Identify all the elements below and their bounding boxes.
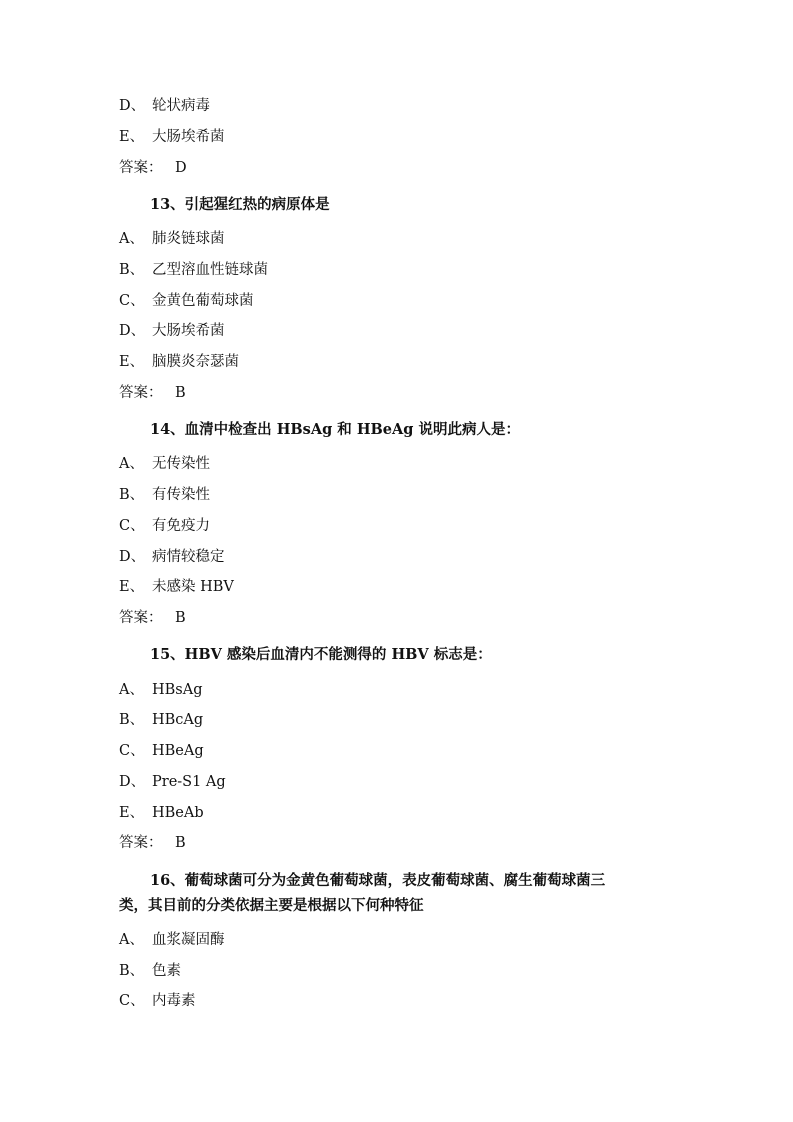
option-text: 金黄色葡萄球菌	[152, 293, 254, 309]
question-16-title-line1: 16、葡萄球菌可分为金黄色葡萄球菌，表皮葡萄球菌、腐生葡萄球菌三	[150, 872, 606, 889]
answer-label: 答案：	[119, 835, 163, 851]
option-letter: C、	[119, 518, 145, 534]
option-text: 未感染 HBV	[152, 579, 234, 595]
answer-line	[119, 384, 186, 402]
option-c	[119, 517, 210, 535]
option-d	[119, 548, 225, 566]
option-a	[119, 230, 225, 248]
option-e	[119, 353, 239, 371]
answer-label: 答案：	[119, 610, 163, 626]
option-letter: C、	[119, 293, 145, 309]
option-letter: E、	[119, 129, 145, 145]
option-letter: A、	[119, 456, 144, 472]
option-c	[119, 742, 204, 760]
option-letter: D、	[119, 323, 146, 339]
answer-value: D	[175, 160, 187, 176]
option-letter: E、	[119, 354, 145, 370]
option-text: 肺炎链球菌	[152, 231, 225, 247]
option-text: 脑膜炎奈瑟菌	[152, 354, 239, 370]
option-text: HBsAg	[152, 682, 203, 698]
answer-line	[119, 834, 186, 852]
option-d	[119, 773, 226, 791]
option-letter: A、	[119, 231, 144, 247]
option-letter: B、	[119, 963, 145, 979]
question-16-title-line2: 类，其目前的分类依据主要是根据以下何种特征	[119, 897, 424, 914]
option-letter: D、	[119, 98, 146, 114]
option-b	[119, 711, 203, 729]
option-a	[119, 931, 225, 949]
option-c	[119, 292, 254, 310]
option-text: Pre-S1 Ag	[152, 774, 226, 790]
option-a	[119, 681, 203, 699]
answer-line	[119, 159, 187, 177]
option-e	[119, 804, 204, 822]
option-text: 乙型溶血性链球菌	[152, 262, 268, 278]
option-b	[119, 962, 181, 980]
option-text: HBeAb	[152, 805, 204, 821]
answer-line	[119, 609, 186, 627]
answer-label: 答案：	[119, 385, 163, 401]
option-letter: C、	[119, 993, 145, 1009]
question-15-title: 15、HBV 感染后血清内不能测得的 HBV 标志是：	[150, 646, 492, 663]
option-b	[119, 486, 210, 504]
question-14-title: 14、血清中检查出 HBsAg 和 HBeAg 说明此病人是：	[150, 421, 520, 438]
option-text: HBcAg	[152, 712, 204, 728]
option-c	[119, 992, 196, 1010]
option-text: 大肠埃希菌	[152, 129, 225, 145]
option-letter: E、	[119, 805, 145, 821]
answer-value: B	[175, 835, 186, 851]
option-letter: A、	[119, 682, 144, 698]
option-letter: B、	[119, 712, 145, 728]
option-e	[119, 578, 234, 596]
option-text: 内毒素	[152, 993, 196, 1009]
option-text: 轮状病毒	[152, 98, 210, 114]
option-d	[119, 97, 210, 115]
answer-value: B	[175, 385, 186, 401]
option-b	[119, 261, 268, 279]
option-a	[119, 455, 210, 473]
option-letter: D、	[119, 774, 146, 790]
option-text: 有传染性	[152, 487, 210, 503]
answer-label: 答案：	[119, 160, 163, 176]
question-13-title: 13、引起猩红热的病原体是	[150, 196, 330, 213]
option-text: 病情较稳定	[152, 549, 225, 565]
option-d	[119, 322, 225, 340]
option-text: 血浆凝固酶	[152, 932, 225, 948]
option-e	[119, 128, 225, 146]
option-letter: A、	[119, 932, 144, 948]
option-letter: B、	[119, 487, 145, 503]
option-text: 无传染性	[152, 456, 210, 472]
answer-value: B	[175, 610, 186, 626]
option-text: 大肠埃希菌	[152, 323, 225, 339]
option-text: HBeAg	[152, 743, 204, 759]
option-letter: D、	[119, 549, 146, 565]
option-letter: C、	[119, 743, 145, 759]
option-text: 色素	[152, 963, 181, 979]
option-text: 有免疫力	[152, 518, 210, 534]
option-letter: B、	[119, 262, 145, 278]
option-letter: E、	[119, 579, 145, 595]
